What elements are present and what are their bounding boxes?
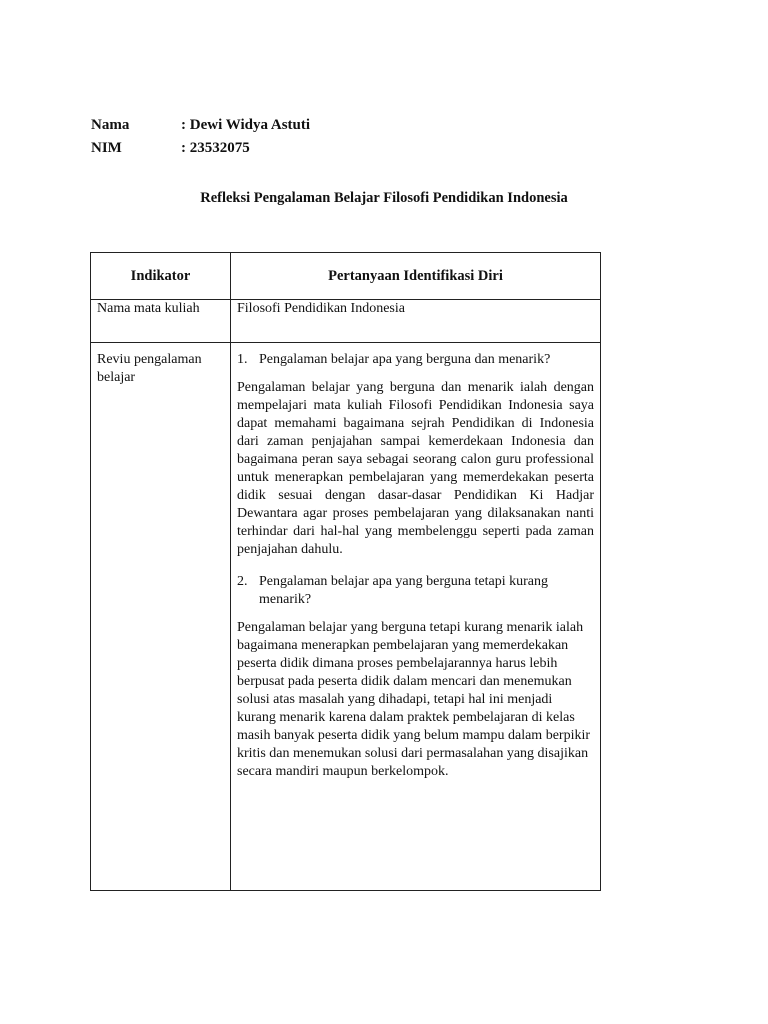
- identity-name-row: [91, 117, 310, 134]
- nim-label: NIM: [91, 140, 122, 156]
- document-title: Refleksi Pengalaman Belajar Filosofi Pendidikan Indonesia: [200, 190, 568, 206]
- question-text: Pengalaman belajar apa yang berguna tetapi kurang menarik?: [259, 574, 548, 607]
- header-question: Pertanyaan Identifikasi Diri: [231, 253, 601, 300]
- table-row: [91, 343, 601, 891]
- content-cell: Filosofi Pendidikan Indonesia: [231, 300, 601, 343]
- header-indicator: Indikator: [91, 253, 231, 300]
- answer-2: Pengalaman belajar yang berguna tetapi kurang menarik ialah bagaimana menerapkan pembelajaran yang memerdekakan peserta didik dimana proses pembelajarannya harus lebih berpusat pada peserta didik dalam mencari dan menemukan solusi atas masalah yang dihadapi, tetapi hal ini menjadi kurang menarik karena dalam praktek pembelajaran di kelas masih banyak peserta didik yang belum mampu dalam berpikir kritis dan menemukan solusi dari permasalahan yang disajikan secara mandiri maupun berkelompok.: [237, 620, 591, 779]
- nim-value: : 23532075: [181, 140, 250, 156]
- name-label: Nama: [91, 117, 130, 133]
- content-cell: [231, 343, 601, 891]
- indicator-cell: Reviu pengalaman belajar: [91, 343, 231, 891]
- question-1: [237, 351, 594, 369]
- identity-nim-row: [91, 140, 250, 157]
- answer-1: Pengalaman belajar yang berguna dan menarik ialah dengan mempelajari mata kuliah Filosofi Pendidikan Indonesia saya dapat memahami bagaimana sejrah Pendidikan di Indonesia dari zaman penjajahan sampai kemerdekaan Indonesia dan bagaimana peran saya sebagai seorang calon guru professional untuk menerapkan pembelajaran yang memerdekakan peserta didik sesuai dengan dasar-dasar Pendidikan Ki Hadjar Dewantara agar proses pembelajaran yang dilaksanakan nanti terhindar dari hal-hal yang membelenggu seperti pada zaman penjajahan dahulu.: [237, 380, 594, 557]
- question-number: 1.: [237, 352, 248, 367]
- question-number: 2.: [237, 574, 248, 589]
- question-2: [237, 573, 594, 609]
- table-row: [91, 300, 601, 343]
- table-header-row: [91, 253, 601, 300]
- name-value: : Dewi Widya Astuti: [181, 117, 311, 133]
- indicator-cell: Nama mata kuliah: [91, 300, 231, 343]
- question-text: Pengalaman belajar apa yang berguna dan menarik?: [259, 352, 551, 367]
- reflection-table: [90, 252, 601, 891]
